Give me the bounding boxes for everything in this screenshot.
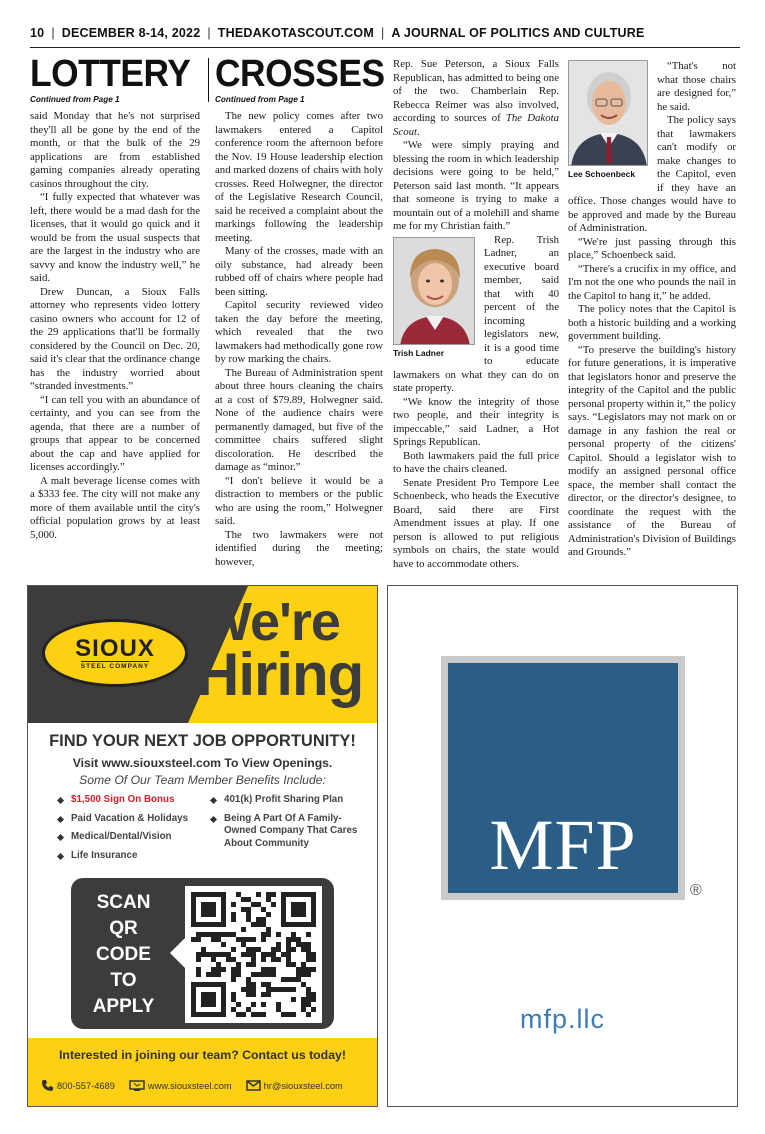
- logo-word: SIOUX: [75, 634, 155, 662]
- crosses-paragraph: “I don't believe it would be a distraction to members or the public who are using the room,” Holwegner said.: [215, 474, 383, 527]
- diamond-bullet-icon: [210, 797, 217, 804]
- crosses-body-col2: [215, 110, 383, 569]
- crosses-paragraph: Senate President Pro Tempore Lee Schoenbeck, who heads the Executive Board, said there are First Amendment issues at play. If one person is allowed to put religious symbols on chairs, the state would have to accommodate others.: [393, 476, 559, 570]
- benefit-item: [58, 831, 208, 844]
- contact-row: [41, 1079, 371, 1092]
- header-rule: [30, 47, 740, 48]
- crosses-paragraph: Both lawmakers paid the full price to have the chairs cleaned.: [393, 449, 559, 475]
- lottery-body: [30, 110, 200, 542]
- site-name[interactable]: THEDAKOTASCOUT.COM: [217, 26, 374, 40]
- crosses-headline: CROSSES: [215, 53, 385, 95]
- crosses-column-2: [393, 58, 559, 571]
- schoenbeck-caption: Lee Schoenbeck: [568, 169, 636, 179]
- crosses-text: Rep. Sue Peterson, a Sioux Falls Republican, has admitted to being one of the two. Chamberlain Rep. Rebecca Reimer was also involved, according to sources of: [393, 58, 559, 124]
- scan-line: QR: [109, 918, 138, 939]
- crosses-paragraph: The policy says that lawmakers can't modify or make changes to the Capitol, even if they have an office. Those changes would have to be approved and made by the Bureau of Administration.: [568, 114, 736, 234]
- scan-line: CODE: [96, 944, 151, 965]
- sioux-steel-ad[interactable]: [27, 585, 378, 1107]
- crosses-paragraph: The Bureau of Administration spent about three hours cleaning the chairs at a cost of $79.89, Holwegner said. None of the audience chairs were permanently damaged, but five of the committee chairs suffered slight discoloration. He described the damage as “minor.”: [215, 366, 383, 473]
- benefits-list-right: [211, 794, 361, 856]
- crosses-paragraph: [393, 58, 559, 139]
- lottery-continued-line: Continued from Page 1: [30, 95, 120, 104]
- mfp-logo-letters: MFP: [489, 805, 637, 885]
- mfp-website[interactable]: mfp.llc: [519, 1004, 605, 1034]
- publication-name: The Dakota Scout: [393, 112, 559, 138]
- hiring-headline-line1: We're: [201, 592, 340, 652]
- schoenbeck-portrait-image: [569, 61, 648, 166]
- diamond-bullet-icon: [57, 834, 64, 841]
- ladner-caption: Trish Ladner: [393, 347, 445, 358]
- lottery-headline: LOTTERY: [30, 53, 191, 95]
- diamond-bullet-icon: [57, 852, 64, 859]
- benefit-item: [58, 794, 208, 807]
- lottery-paragraph: “I fully expected that whatever was left, there would be a mad dash for the licenses, that it would go quick and it would be from the usual suspects that are the largest in the industry who are savvy and know the industry well,” he said.: [30, 191, 200, 284]
- diamond-bullet-icon: [57, 815, 64, 822]
- phone-icon: [41, 1079, 54, 1092]
- website-contact[interactable]: [129, 1080, 232, 1092]
- crosses-body-col4: [568, 60, 736, 560]
- benefit-label: Life Insurance: [71, 849, 138, 861]
- schoenbeck-photo-box: [568, 60, 648, 182]
- qr-code[interactable]: [185, 886, 322, 1023]
- lottery-paragraph: “I can tell you with an abundance of certainty, and you can see from the agenda, that there are a number of groups that appear to be concerned about the cap and have applied for licenses accordingly.”: [30, 393, 200, 473]
- benefit-label: Medical/Dental/Vision: [71, 831, 172, 842]
- crosses-paragraph: “We're just passing through this place,” Schoenbeck said.: [568, 235, 736, 261]
- email-contact[interactable]: [246, 1080, 343, 1091]
- benefit-label: Paid Vacation & Holidays: [71, 812, 189, 824]
- page-header: [30, 22, 740, 44]
- scan-line: TO: [110, 970, 137, 991]
- crosses-paragraph: Rep. Trish Ladner, an executive board member, said that with 40 percent of the incoming legislators new, it is a good time to educate lawmakers on what they can do on state property.: [393, 233, 559, 394]
- ladner-photo: [393, 237, 475, 345]
- crosses-paragraph: “We know the integrity of those two people, and their integrity is impeccable,” said Ladner, a Hot Springs Republican.: [393, 395, 559, 448]
- lottery-column: [30, 54, 200, 542]
- crosses-paragraph: Many of the crosses, made with an oily substance, had already been rubbed off of chairs where people had been sitting.: [215, 245, 383, 298]
- crosses-column-1: [215, 54, 383, 569]
- qr-code-image: [191, 892, 316, 1017]
- crosses-column-3: [568, 60, 736, 560]
- mfp-ad[interactable]: [387, 585, 738, 1107]
- hiring-headline-line2: Hiring: [196, 641, 364, 708]
- registered-mark: ®: [690, 882, 702, 899]
- scan-line: SCAN: [96, 892, 151, 913]
- page-number: 10: [30, 26, 45, 40]
- email-address: hr@siouxsteel.com: [263, 1080, 343, 1091]
- crosses-paragraph: The policy notes that the Capitol is both a historic building and a working government building.: [568, 303, 736, 342]
- crosses-paragraph: The two lawmakers were not identified during the meeting; however,: [215, 528, 383, 568]
- ad-header-banner: [28, 586, 377, 723]
- job-opportunity-heading: FIND YOUR NEXT JOB OPPORTUNITY!: [49, 732, 356, 750]
- ladner-portrait-image: [394, 238, 475, 345]
- mfp-logo: [441, 656, 685, 900]
- crosses-paragraph: The new policy comes after two lawmakers entered a Capitol conference room the afternoon before the Nov. 19 House leadership election and marked dozens of chairs with holy crosses. Reed Holwegner, the director of the Legislative Research Council, said he received a complaint about the markings following the leadership meeting.: [215, 110, 383, 244]
- crosses-paragraph: “That's not what those chairs are designed for,” he said.: [657, 60, 736, 113]
- diamond-bullet-icon: [57, 797, 64, 804]
- lottery-paragraph: A malt beverage license comes with a $333 fee. The city will not make any more of them available until the city's official population grows by at least 5,000.: [30, 474, 200, 541]
- phone-number: 800-557-4689: [57, 1080, 115, 1091]
- benefit-item: [211, 794, 361, 807]
- benefit-item: [58, 813, 208, 826]
- crosses-body-col3: [393, 58, 559, 571]
- schoenbeck-photo: [568, 60, 648, 166]
- logo-subtitle: STEEL COMPANY: [80, 662, 150, 670]
- header-separator: |: [51, 26, 55, 40]
- lottery-paragraph: said Monday that he's not surprised they'll all be gone by the end of the month, or that the bulk of the 29 applications are from established gaming companies already operating casinos throughout the city.: [30, 110, 200, 190]
- ladner-photo-box: [393, 237, 475, 361]
- arrow-left-icon: [170, 938, 185, 968]
- scan-qr-panel[interactable]: [71, 878, 334, 1029]
- contact-call-to-action: Interested in joining our team? Contact us today!: [59, 1048, 346, 1062]
- benefit-label: Being A Part Of A Family-Owned Company That Cares About Community: [224, 812, 358, 849]
- benefits-list-left: [58, 794, 208, 868]
- scan-qr-instructions: [71, 890, 176, 1020]
- crosses-paragraph: “To preserve the building's history for future generations, it is imperative that legislators honor and preserve the integrity of the Capitol and the public personal property within it,” the policy says. “Legislators may not mark on or damage in any fashion the real or personal property of the citizens' Capitol. Should a legislator wish to modify an assigned personal office space, the member shall contact the director, or the director's designee, to coordinate the request with the assistance of the Bureau of Administration's Division of Buildings and Grounds.”: [568, 343, 736, 558]
- publication-tagline: A JOURNAL OF POLITICS AND CULTURE: [391, 26, 645, 40]
- envelope-icon: [246, 1080, 261, 1091]
- benefit-label: $1,500 Sign On Bonus: [71, 794, 175, 805]
- benefit-label: 401(k) Profit Sharing Plan: [224, 794, 344, 805]
- crosses-text: .: [417, 125, 420, 138]
- computer-icon: [129, 1080, 145, 1092]
- benefit-item: [58, 850, 208, 863]
- benefit-item: [211, 813, 361, 851]
- crosses-paragraph: “We were simply praying and blessing the room in which leadership decisions were going to be held,” Peterson said last month. “It appears that someone is trying to make a mountain out of a molehill and shame me for my Christian faith.”: [393, 139, 559, 232]
- sioux-steel-logo: [42, 619, 188, 687]
- crosses-paragraph: “There's a crucifix in my office, and I'm not the one who pounds the nail in the Capitol to hang it,” he added.: [568, 262, 736, 302]
- ad-contact-banner: [28, 1038, 377, 1106]
- lottery-paragraph: Drew Duncan, a Sioux Falls attorney who represents video lottery casino owners who account for 12 of the 29 applications that'll be formally considered by the Council on Dec. 20, said it's clear that the ordinance change has the industry worried about “stranded investments.”: [30, 285, 200, 392]
- visit-website-line[interactable]: Visit www.siouxsteel.com To View Openings.: [72, 756, 333, 770]
- issue-date: DECEMBER 8-14, 2022: [61, 26, 201, 40]
- benefits-intro: Some Of Our Team Member Benefits Include:: [79, 773, 326, 787]
- mfp-logo-field: [448, 663, 678, 893]
- crosses-paragraph: Capitol security reviewed video taken the day before the meeting, which revealed that the two lawmakers had methodically gone row by row marking the chairs.: [215, 299, 383, 365]
- header-separator: |: [380, 26, 385, 40]
- header-separator: |: [207, 26, 211, 40]
- phone-contact[interactable]: [41, 1079, 115, 1092]
- website-link: www.siouxsteel.com: [147, 1080, 232, 1091]
- diamond-bullet-icon: [210, 815, 217, 822]
- headline-divider: [208, 58, 209, 102]
- scan-line: APPLY: [92, 996, 155, 1017]
- crosses-continued-line: Continued from Page 1: [215, 95, 305, 104]
